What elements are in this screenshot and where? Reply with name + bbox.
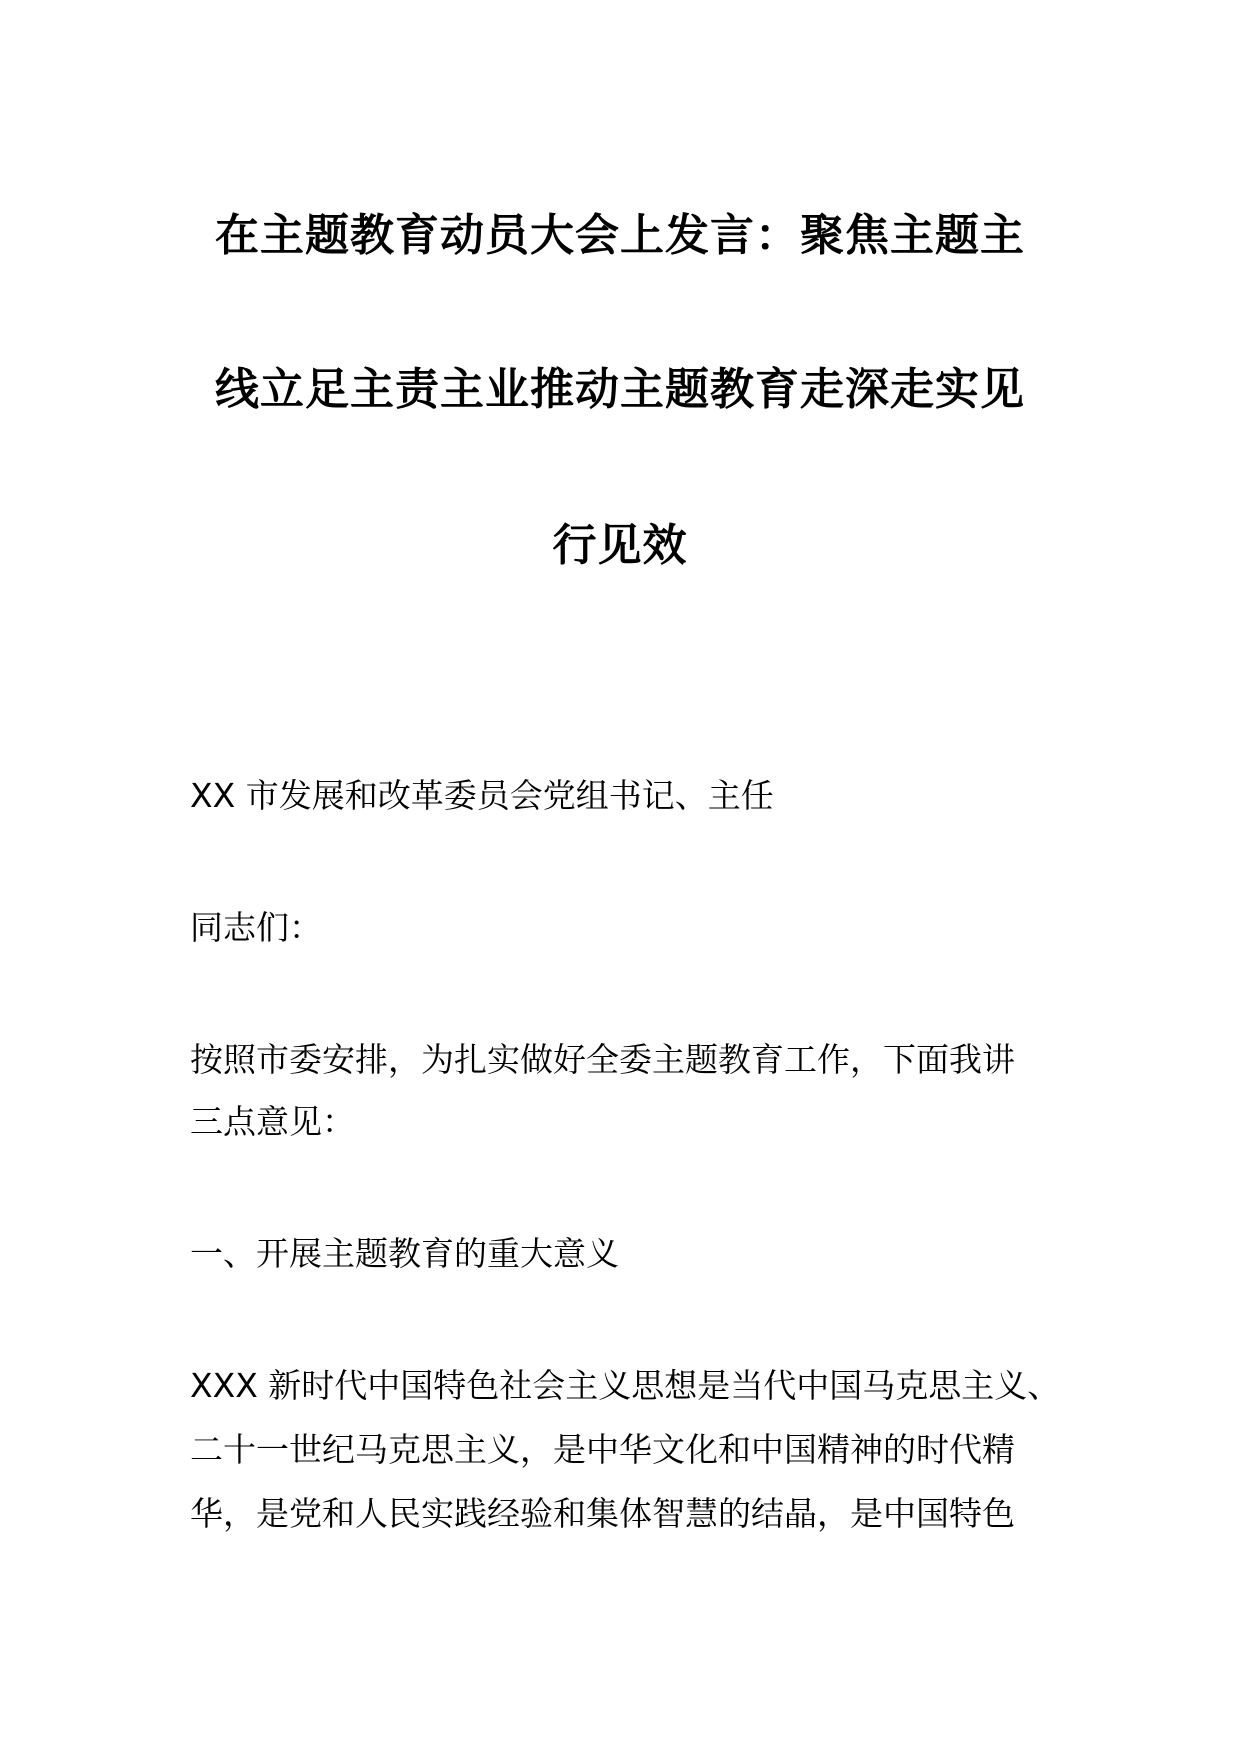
document-title-line-2: 线立足主责主业推动主题教育走深走实见 xyxy=(215,364,1025,415)
body-paragraph-line-2: 二十一世纪马克思主义，是中华文化和中国精神的时代精 xyxy=(190,1430,1015,1469)
author-line: XX 市发展和改革委员会党组书记、主任 xyxy=(190,776,774,815)
document-title-line-3: 行见效 xyxy=(552,520,688,571)
section-heading: 一、开展主题教育的重大意义 xyxy=(190,1234,619,1273)
intro-paragraph-line-1: 按照市委安排，为扎实做好全委主题教育工作，下面我讲 xyxy=(190,1040,1015,1079)
document-title-line-1: 在主题教育动员大会上发言：聚焦主题主 xyxy=(215,210,1025,261)
body-paragraph-line-1: XXX 新时代中国特色社会主义思想是当代中国马克思主义、 xyxy=(190,1366,1061,1405)
intro-paragraph-line-2: 三点意见： xyxy=(190,1102,355,1141)
body-paragraph-line-3: 华，是党和人民实践经验和集体智慧的结晶，是中国特色 xyxy=(190,1494,1015,1533)
greeting-line: 同志们： xyxy=(190,908,322,947)
